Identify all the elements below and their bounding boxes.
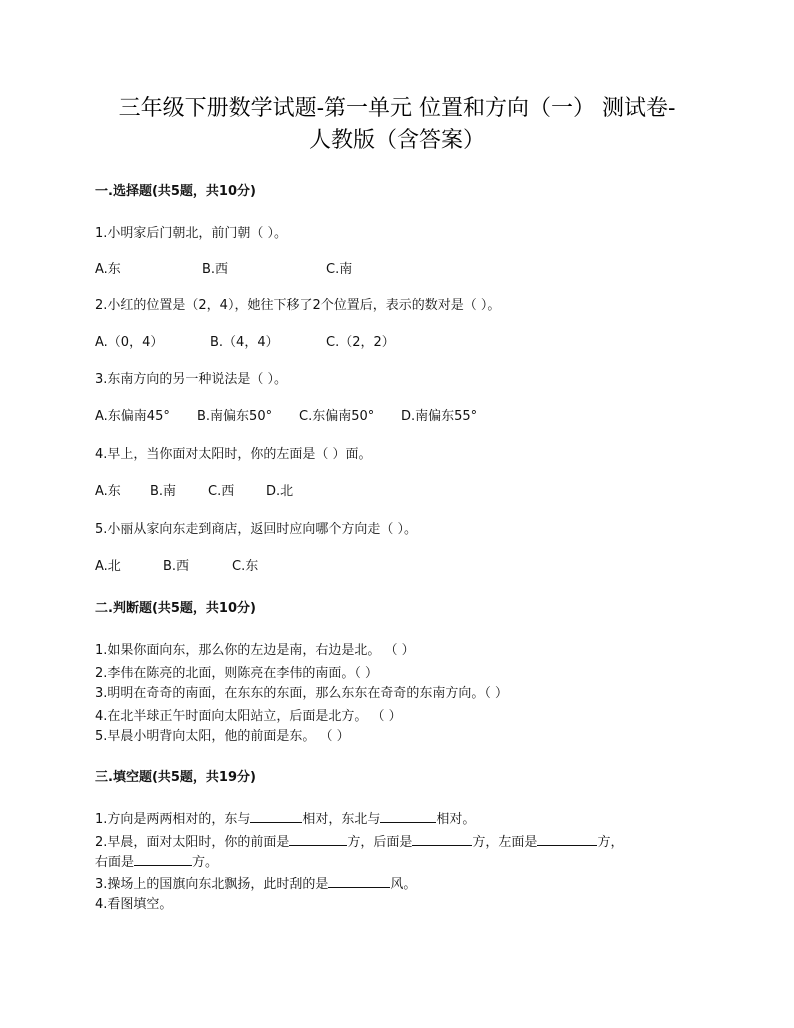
option-3c: C.东偏南50° — [299, 409, 375, 424]
fill-q2-text-a: 2.早晨，面对太阳时，你的前面是 — [95, 835, 290, 850]
option-3a: A.东偏南45° — [95, 409, 170, 424]
judge-item-5: 5.早晨小明背向太阳，他的前面是东。 （ ） — [95, 729, 350, 744]
fill-q1-text-a: 1.方向是两两相对的，东与 — [95, 812, 251, 827]
section-heading-judge: 二.判断题(共5题，共10分) — [95, 601, 256, 616]
fill-question-1 — [95, 808, 475, 827]
answer-blank[interactable] — [134, 851, 192, 866]
fill-q2-text-f: 方。 — [192, 855, 219, 870]
answer-blank[interactable] — [537, 831, 597, 846]
option-1a: A.东 — [95, 262, 121, 277]
option-4c: C.西 — [208, 484, 235, 499]
option-3d: D.南偏东55° — [401, 409, 478, 424]
fill-q1-text-b: 相对，东北与 — [302, 812, 381, 827]
option-5c: C.东 — [232, 559, 259, 574]
judge-item-3: 3.明明在奇奇的南面，在东东的东面，那么东东在奇奇的东南方向。（ ） — [95, 686, 509, 701]
option-4b: B.南 — [150, 484, 177, 499]
judge-item-1: 1.如果你面向东，那么你的左边是南，右边是北。 （ ） — [95, 643, 415, 658]
fill-q3-text-a: 3.操场上的国旗向东北飘扬，此时刮的是 — [95, 877, 329, 892]
fill-q2-text-d: 方， — [597, 835, 624, 850]
answer-blank[interactable] — [289, 831, 347, 846]
option-4d: D.北 — [266, 484, 294, 499]
fill-q3-text-b: 风。 — [390, 877, 417, 892]
fill-q2-text-e: 右面是 — [95, 855, 135, 870]
fill-q2-text-b: 方，后面是 — [347, 835, 413, 850]
fill-q1-text-c: 相对。 — [436, 812, 476, 827]
option-2a: A.（0，4） — [95, 335, 164, 350]
option-1b: B.西 — [202, 262, 229, 277]
question-1: 1.小明家后门朝北，前门朝（ ）。 — [95, 226, 288, 241]
judge-item-2: 2.李伟在陈亮的北面，则陈亮在李伟的南面。（ ） — [95, 666, 379, 681]
option-1c: C.南 — [326, 262, 353, 277]
fill-q2-text-c: 方，左面是 — [472, 835, 538, 850]
option-5b: B.西 — [163, 559, 190, 574]
document-title — [60, 93, 734, 157]
title-line-1: 三年级下册数学试题-第一单元 位置和方向（一） 测试卷- — [118, 96, 676, 121]
answer-blank[interactable] — [328, 873, 390, 888]
question-5: 5.小丽从家向东走到商店，返回时应向哪个方向走（ ）。 — [95, 522, 418, 537]
answer-blank[interactable] — [412, 831, 472, 846]
option-4a: A.东 — [95, 484, 121, 499]
section-heading-choice: 一.选择题(共5题，共10分) — [95, 184, 256, 199]
answer-blank[interactable] — [380, 808, 436, 823]
fill-question-2 — [95, 831, 623, 850]
option-3b: B.南偏东50° — [197, 409, 273, 424]
option-2b: B.（4，4） — [210, 335, 279, 350]
question-3: 3.东南方向的另一种说法是（ ）。 — [95, 372, 288, 387]
fill-question-2-cont — [95, 851, 218, 870]
fill-question-4: 4.看图填空。 — [95, 897, 173, 912]
question-4: 4.早上，当你面对太阳时，你的左面是（ ）面。 — [95, 447, 372, 462]
title-line-2: 人教版（含答案） — [308, 128, 485, 153]
judge-item-4: 4.在北半球正午时面向太阳站立，后面是北方。 （ ） — [95, 709, 402, 724]
option-5a: A.北 — [95, 559, 121, 574]
fill-question-3 — [95, 873, 416, 892]
answer-blank[interactable] — [250, 808, 302, 823]
section-heading-fill: 三.填空题(共5题，共19分) — [95, 770, 256, 785]
question-2: 2.小红的位置是（2，4），她往下移了2个位置后，表示的数对是（ ）。 — [95, 298, 501, 313]
option-2c: C.（2，2） — [326, 335, 395, 350]
